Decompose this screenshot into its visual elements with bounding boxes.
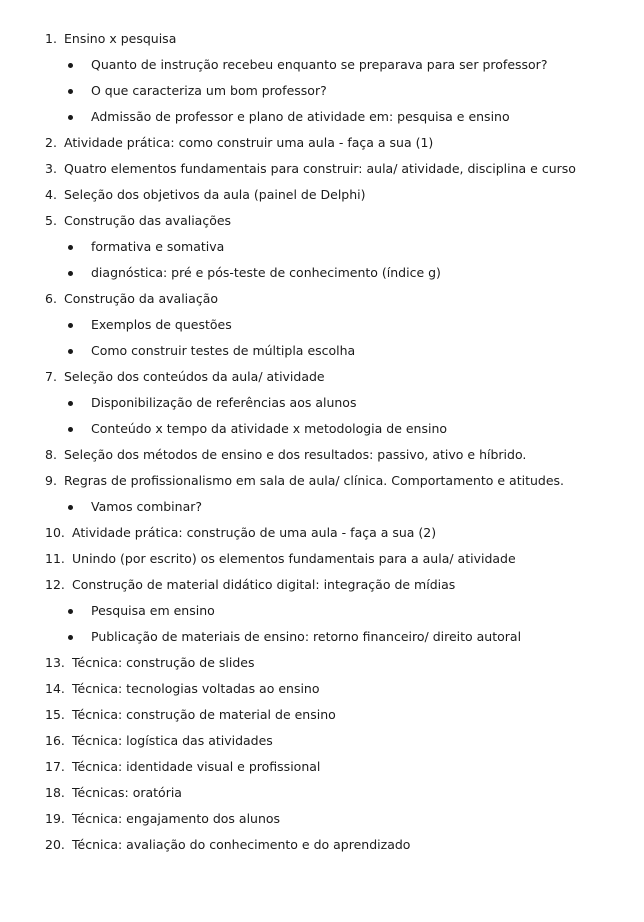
outline-subitem bbox=[0, 624, 644, 650]
subitem-text: Conteúdo x tempo da atividade x metodologia de ensino bbox=[91, 421, 448, 436]
outline-item bbox=[0, 364, 644, 390]
outline-subitem bbox=[0, 416, 644, 442]
item-number: 7. bbox=[45, 369, 57, 384]
item-number: 19. bbox=[45, 811, 65, 826]
bullet-icon bbox=[68, 323, 73, 328]
outline-item bbox=[0, 286, 644, 312]
item-number: 11. bbox=[45, 551, 65, 566]
outline-item bbox=[0, 832, 644, 858]
outline-item bbox=[0, 442, 644, 468]
outline-item bbox=[0, 130, 644, 156]
bullet-icon bbox=[68, 89, 73, 94]
outline-item bbox=[0, 650, 644, 676]
subitem-text: Vamos combinar? bbox=[91, 499, 203, 514]
item-number: 13. bbox=[45, 655, 65, 670]
bullet-icon bbox=[68, 245, 73, 250]
item-number: 14. bbox=[45, 681, 65, 696]
item-text: Seleção dos métodos de ensino e dos resultados: passivo, ativo e híbrido. bbox=[64, 447, 527, 462]
outline-item bbox=[0, 208, 644, 234]
outline-subitem bbox=[0, 52, 644, 78]
item-number: 3. bbox=[45, 161, 57, 176]
item-text: Técnica: tecnologias voltadas ao ensino bbox=[72, 681, 320, 696]
subitem-text: Publicação de materiais de ensino: retorno financeiro/ direito autoral bbox=[91, 629, 522, 644]
outline-subitem bbox=[0, 494, 644, 520]
item-number: 4. bbox=[45, 187, 57, 202]
bullet-icon bbox=[68, 609, 73, 614]
item-text: Construção da avaliação bbox=[64, 291, 218, 306]
bullet-icon bbox=[68, 505, 73, 510]
outline-subitem bbox=[0, 338, 644, 364]
outline-item bbox=[0, 520, 644, 546]
item-text: Atividade prática: construção de uma aula - faça a sua (2) bbox=[72, 525, 437, 540]
subitem-text: Exemplos de questões bbox=[91, 317, 232, 332]
outline-item bbox=[0, 806, 644, 832]
item-text: Técnica: engajamento dos alunos bbox=[72, 811, 281, 826]
subitem-text: Disponibilização de referências aos alunos bbox=[91, 395, 357, 410]
item-number: 20. bbox=[45, 837, 65, 852]
bullet-icon bbox=[68, 115, 73, 120]
item-number: 5. bbox=[45, 213, 57, 228]
bullet-icon bbox=[68, 63, 73, 68]
outline-item bbox=[0, 728, 644, 754]
bullet-icon bbox=[68, 427, 73, 432]
outline-item bbox=[0, 156, 644, 182]
outline-subitem bbox=[0, 598, 644, 624]
subitem-text: Quanto de instrução recebeu enquanto se preparava para ser professor? bbox=[91, 57, 548, 72]
item-text: Técnica: identidade visual e profissional bbox=[72, 759, 321, 774]
item-number: 6. bbox=[45, 291, 57, 306]
bullet-icon bbox=[68, 271, 73, 276]
outline-subitem bbox=[0, 104, 644, 130]
subitem-text: O que caracteriza um bom professor? bbox=[91, 83, 327, 98]
item-text: Ensino x pesquisa bbox=[64, 31, 177, 46]
outline-item bbox=[0, 780, 644, 806]
item-text: Quatro elementos fundamentais para construir: aula/ atividade, disciplina e curso bbox=[64, 161, 576, 176]
subitem-text: Pesquisa em ensino bbox=[91, 603, 215, 618]
item-text: Seleção dos objetivos da aula (painel de Delphi) bbox=[64, 187, 366, 202]
item-text: Atividade prática: como construir uma aula - faça a sua (1) bbox=[64, 135, 434, 150]
outline-item bbox=[0, 546, 644, 572]
item-text: Técnica: logística das atividades bbox=[72, 733, 273, 748]
item-text: Seleção dos conteúdos da aula/ atividade bbox=[64, 369, 325, 384]
outline-item bbox=[0, 572, 644, 598]
subitem-text: diagnóstica: pré e pós-teste de conhecimento (índice g) bbox=[91, 265, 441, 280]
item-text: Construção das avaliações bbox=[64, 213, 232, 228]
outline-subitem bbox=[0, 234, 644, 260]
item-number: 16. bbox=[45, 733, 65, 748]
item-text: Técnica: construção de slides bbox=[72, 655, 255, 670]
item-text: Técnica: avaliação do conhecimento e do aprendizado bbox=[72, 837, 411, 852]
subitem-text: formativa e somativa bbox=[91, 239, 225, 254]
subitem-text: Como construir testes de múltipla escolha bbox=[91, 343, 356, 358]
item-text: Unindo (por escrito) os elementos fundamentais para a aula/ atividade bbox=[72, 551, 516, 566]
item-text: Construção de material didático digital: integração de mídias bbox=[72, 577, 456, 592]
item-text: Técnicas: oratória bbox=[72, 785, 182, 800]
subitem-text: Admissão de professor e plano de atividade em: pesquisa e ensino bbox=[91, 109, 510, 124]
item-number: 10. bbox=[45, 525, 65, 540]
item-number: 9. bbox=[45, 473, 57, 488]
outline-subitem bbox=[0, 312, 644, 338]
item-text: Regras de profissionalismo em sala de aula/ clínica. Comportamento e atitudes. bbox=[64, 473, 565, 488]
outline-item bbox=[0, 26, 644, 52]
item-number: 8. bbox=[45, 447, 57, 462]
item-text: Técnica: construção de material de ensino bbox=[72, 707, 336, 722]
outline-item bbox=[0, 182, 644, 208]
bullet-icon bbox=[68, 349, 73, 354]
bullet-icon bbox=[68, 635, 73, 640]
item-number: 15. bbox=[45, 707, 65, 722]
outline-item bbox=[0, 676, 644, 702]
outline-item bbox=[0, 468, 644, 494]
outline-item bbox=[0, 754, 644, 780]
outline-subitem bbox=[0, 260, 644, 286]
item-number: 1. bbox=[45, 31, 57, 46]
item-number: 2. bbox=[45, 135, 57, 150]
item-number: 12. bbox=[45, 577, 65, 592]
bullet-icon bbox=[68, 401, 73, 406]
outline-item bbox=[0, 702, 644, 728]
outline-subitem bbox=[0, 78, 644, 104]
item-number: 17. bbox=[45, 759, 65, 774]
outline-subitem bbox=[0, 390, 644, 416]
item-number: 18. bbox=[45, 785, 65, 800]
